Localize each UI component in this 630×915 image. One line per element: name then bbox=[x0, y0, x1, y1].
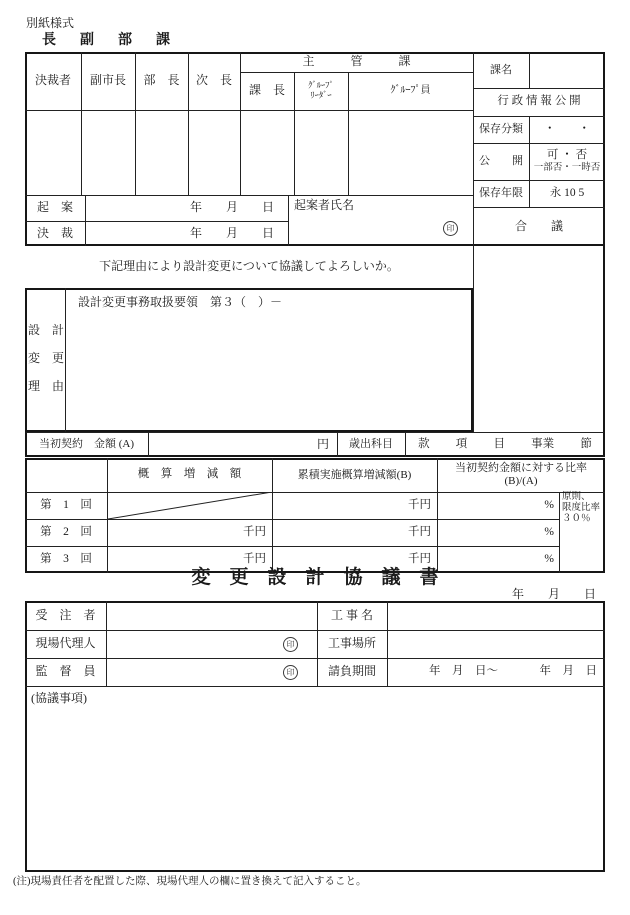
divider-line bbox=[529, 52, 530, 88]
work-site-label: 工事場所 bbox=[327, 636, 376, 651]
estimate-row-label: 第 1 回 bbox=[40, 498, 92, 511]
ratio-header-line1: 当初契約金額に対する比率 bbox=[455, 462, 587, 475]
seal-icon: 印 bbox=[283, 665, 298, 680]
budget-item-setsu: 節 bbox=[580, 437, 592, 450]
budget-items-cell bbox=[405, 432, 605, 457]
divider-line bbox=[288, 195, 289, 246]
work-name-label: 工 事 名 bbox=[330, 607, 373, 622]
draft-label: 起 案 bbox=[36, 200, 73, 215]
seal-icon: 印 bbox=[443, 221, 458, 236]
col-header-deputy-head: 次 長 bbox=[195, 73, 232, 88]
limit-note-line3: ３０％ bbox=[562, 513, 591, 524]
disclosure-label: 公 開 bbox=[479, 155, 523, 168]
agreement-table-frame bbox=[25, 601, 605, 872]
disclosure-header: 行 政 情 報 公 開 bbox=[497, 95, 581, 108]
estimate-unit-cell: 千円 bbox=[243, 525, 266, 538]
agreement-date-line: 年 月 日 bbox=[511, 586, 596, 601]
footer-note: (注)現場責任者を配置した際、現場代理人の欄に置き換えて記入すること。 bbox=[13, 876, 367, 888]
cumulative-unit-cell: 千円 bbox=[408, 552, 431, 565]
budget-item-ko: 項 bbox=[455, 437, 468, 450]
limit-ratio-note bbox=[559, 492, 605, 573]
ratio-percent-cell: % bbox=[544, 552, 554, 565]
reason-label-line2: 変 更 bbox=[27, 351, 64, 366]
supervisor-label: 監 督 員 bbox=[35, 664, 96, 679]
col-header-main-section: 主 管 課 bbox=[302, 54, 411, 69]
col-header-cumulative: 累積実施概算増減額(B) bbox=[297, 468, 412, 481]
ratio-percent-cell: % bbox=[544, 498, 554, 511]
agreement-title: 変 更 設 計 協 議 書 bbox=[191, 567, 439, 589]
col-header-vice-mayor: 副市長 bbox=[89, 73, 126, 88]
retention-period-value: 永 10 5 bbox=[549, 186, 585, 199]
retention-class-label: 保存分類 bbox=[479, 123, 523, 136]
corner-label: 別紙様式 bbox=[26, 16, 75, 31]
seal-icon: 印 bbox=[283, 637, 298, 652]
col-header-section-chief: 課 長 bbox=[248, 83, 285, 98]
site-agent-label: 現場代理人 bbox=[35, 636, 96, 651]
divider-line bbox=[25, 110, 473, 111]
decision-label: 決 裁 bbox=[36, 225, 73, 240]
amount-yen-cell: 円 bbox=[316, 436, 329, 451]
contractor-label: 受 注 者 bbox=[35, 607, 96, 622]
reason-label-line1: 設 計 bbox=[27, 323, 64, 338]
decision-date-cell: 年 月 日 bbox=[189, 225, 274, 240]
budget-item-moku: 目 bbox=[493, 437, 505, 450]
budget-item-jigyo: 事業 bbox=[531, 437, 555, 450]
cumulative-unit-cell: 千円 bbox=[408, 498, 431, 511]
divider-line bbox=[25, 686, 605, 687]
divider-line bbox=[25, 630, 605, 631]
initial-amount-label: 当初契約 金額 (A) bbox=[38, 438, 135, 451]
retention-class-value: ・ ・ bbox=[544, 122, 590, 135]
disclosure-value-line2: 一部否・一時否 bbox=[533, 162, 601, 173]
period-to: 年 月 日 bbox=[539, 665, 597, 678]
diagonal-strikeout bbox=[108, 492, 272, 519]
contract-period-label: 請負期間 bbox=[327, 664, 376, 679]
guideline-reference-text: 設計変更事務取扱要領 第３（ ）－ bbox=[78, 295, 283, 310]
drafter-name-label: 起案者氏名 bbox=[294, 198, 355, 213]
col-header-group-member: ｸﾞﾙｰﾌﾟ員 bbox=[390, 85, 431, 97]
col-header-estimate: 概 算 増 減 額 bbox=[137, 468, 242, 481]
contract-period-value-cell bbox=[387, 658, 605, 686]
col-header-decider: 決裁者 bbox=[34, 73, 71, 88]
estimate-row-label: 第 3 回 bbox=[40, 552, 92, 565]
budget-item-label: 歳出科目 bbox=[349, 438, 393, 451]
consultation-seal-area bbox=[473, 246, 605, 432]
divider-line bbox=[65, 288, 66, 432]
budget-item-kan: 款 bbox=[418, 437, 430, 450]
estimate-row-label: 第 2 回 bbox=[40, 525, 92, 538]
consultation-items-label: (協議事項) bbox=[31, 691, 87, 706]
section-name-label: 課名 bbox=[490, 63, 512, 76]
group-leader-line2: ﾘｰﾀﾞｰ bbox=[310, 90, 332, 100]
disclosure-value-cell bbox=[529, 143, 605, 180]
retention-period-label: 保存年限 bbox=[479, 187, 523, 200]
estimate-unit-cell: 千円 bbox=[243, 552, 266, 565]
reason-label-line3: 理 由 bbox=[27, 379, 64, 394]
ringi-chain-header: 長 副 部 課 bbox=[42, 33, 175, 49]
limit-note-line2: 限度比率 bbox=[562, 502, 601, 513]
limit-note-line1: 原則、 bbox=[562, 492, 591, 502]
disclosure-value-line1: 可 ・ 否 bbox=[546, 149, 588, 162]
question-text: 下記理由により設計変更について協議してよろしいか。 bbox=[99, 259, 399, 274]
col-header-dept-head: 部 長 bbox=[143, 73, 180, 88]
ratio-percent-cell: % bbox=[544, 525, 554, 538]
draft-date-cell: 年 月 日 bbox=[189, 200, 274, 215]
cumulative-unit-cell: 千円 bbox=[408, 525, 431, 538]
ratio-header-line2: (B)/(A) bbox=[504, 475, 538, 487]
col-header-ratio bbox=[437, 458, 605, 492]
divider-line bbox=[106, 601, 107, 686]
group-leader-line1: ｸﾞﾙｰﾌﾟ bbox=[308, 80, 334, 91]
period-from: 年 月 日～ bbox=[429, 665, 498, 678]
consultation-label: 合 議 bbox=[514, 218, 563, 233]
col-header-group-leader bbox=[294, 72, 348, 110]
